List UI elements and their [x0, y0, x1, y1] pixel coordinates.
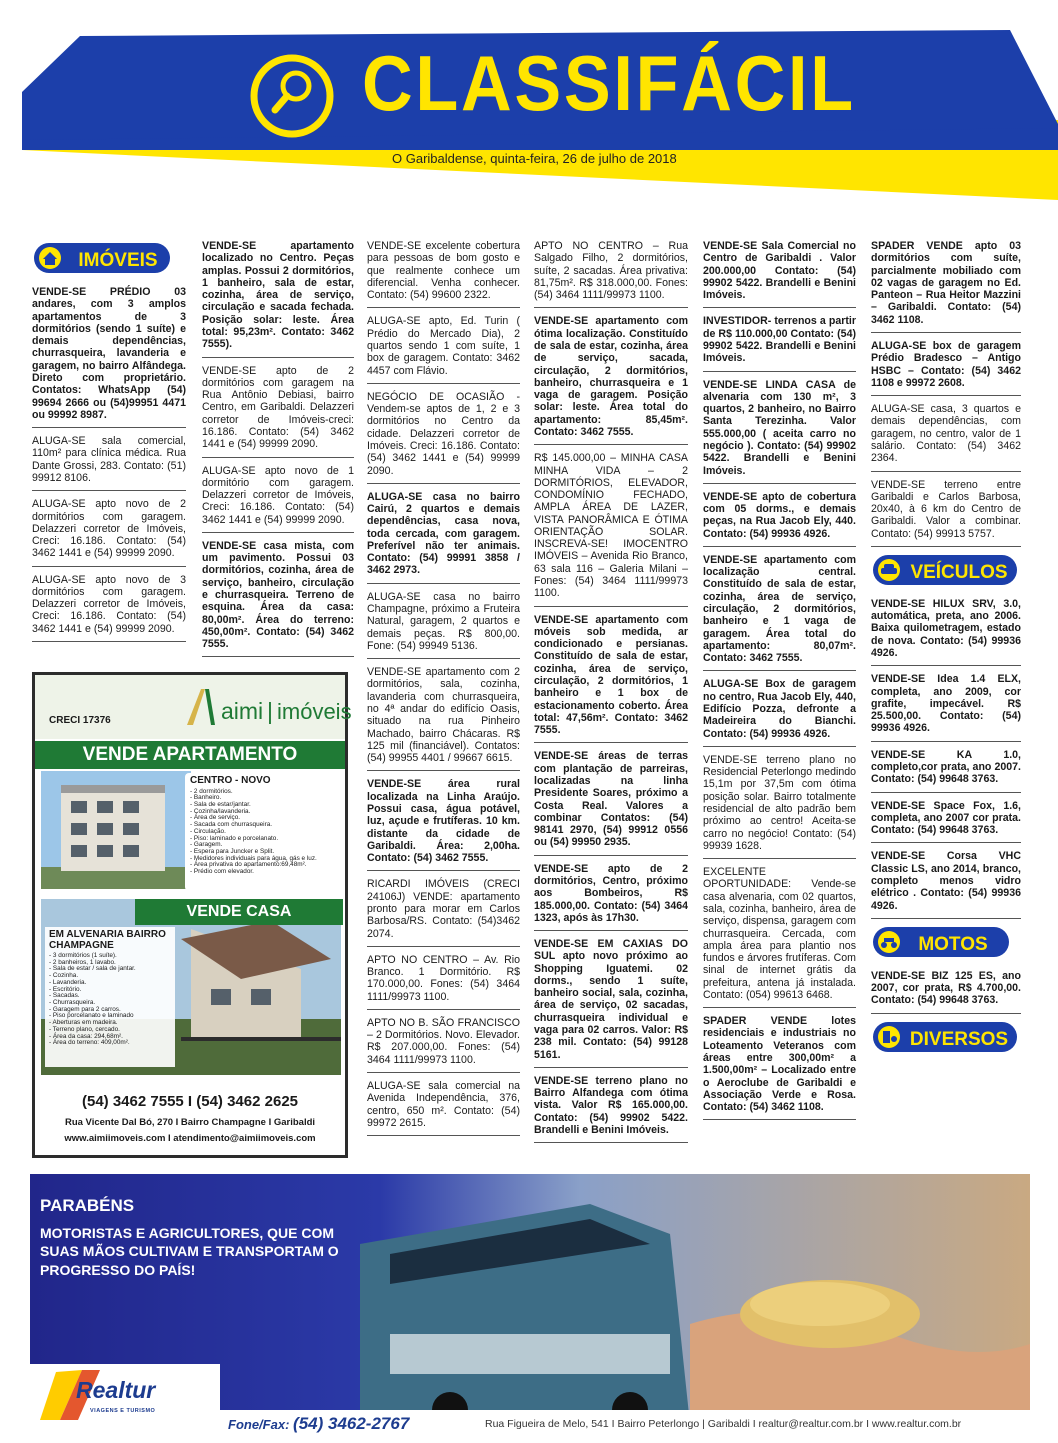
- vende-casa-title: VENDE CASA: [135, 899, 343, 925]
- column-4: [534, 238, 688, 1148]
- aimi-advert: [32, 672, 352, 1158]
- classified-ad: VENDE-SE EM CAXIAS DO SUL apto novo próximo ao Shopping Iguatemi. 02 dorms., sendo 1 suíte, banheiro social, sala, cozinha, área de serviço, 02 sacadas, churrasqueira individual e vaga para 02 carros. Valor: R$ 238 mil. Contato: (54) 99128 5161.: [534, 936, 688, 1068]
- feature-item: - Terreno plano, cercado.: [49, 1025, 120, 1033]
- classified-ad: VENDE-SE terreno entre Garibaldi e Carlos Barbosa, 20x40, à 6 km do Centro de Garibaldi. Valor a combinar. Contato: (54) 99913 5757.: [871, 477, 1021, 547]
- classified-ad: ALUGA-SE box de garagem Prédio Bradesco – Antigo HSBC – Contato: (54) 3462 1108 e 99972 2608.: [871, 338, 1021, 396]
- page-header: [0, 0, 1058, 200]
- vende-apartamento-title: VENDE APARTAMENTO: [35, 741, 345, 769]
- feature-item: - Área do terreno: 409,00m².: [49, 1039, 130, 1047]
- feature-item: - Circulação.: [190, 827, 226, 835]
- classified-ad: VENDE-SE terreno plano no Bairro Alfandega com ótima vista. Valor R$ 165.000,00. Contato: (54) 99902 5422. Brandelli e Benini Imóveis.: [534, 1073, 688, 1143]
- feature-item: - Prédio com elevador.: [190, 868, 254, 876]
- classified-ad: VENDE-SE BIZ 125 ES, ano 2007, cor prata, R$ 4.700,00. Contato: (54) 99648 3763.: [871, 968, 1021, 1014]
- feature-item: - Aberturas em madeira.: [49, 1019, 118, 1027]
- ad-list-veiculos: [871, 596, 1021, 919]
- classified-ad: VENDE-SE casa mista, com um pavimento. Possui 03 dormitórios, cozinha, área de serviço, banheiro, circulação e churrasqueira. Terreno de esquina. Área da casa: 80,00m². Área do terreno: 450,00m². Contato: (54) 3462 7555.: [202, 538, 354, 658]
- phone-label: Fone/Fax:: [228, 1417, 290, 1432]
- classified-ad: VENDE-SE área rural localizada na Linha Araújo. Possui casa, água potável, luz, açude e frutíferas. 10 km. distante da cidade de Garibaldi. Área: 2,00ha. Contato: (54) 3462 7555.: [367, 776, 520, 871]
- aimi-address: Rua Vicente Dal Bó, 270 I Bairro Champagne I Garibaldi: [64, 1117, 316, 1128]
- feature-item: - Sacadas.: [49, 992, 80, 1000]
- apartment-features: [190, 789, 336, 876]
- classified-ad: EXCELENTE OPORTUNIDADE: Vende-se casa alvenaria, com 02 quartos, sala, cozinha, banheiro, área de serviço, dispensa, garagem com churrasqueira. Cercada, com ampla área para plantio nos fundos e árvores frutíferas. Com sinal de internet grátis da prefeitura, antena já instalada. Contato: (054) 99613 6468.: [703, 864, 856, 1008]
- classified-ad: ALUGA-SE sala comercial, 110m² para clínica médica. Rua Dante Grossi, 283. Contato: (51) 99912 8106.: [32, 433, 186, 491]
- column-5: [703, 238, 856, 1125]
- feature-item: - Espera para Juncker e Split.: [190, 847, 275, 855]
- aimi-phones: (54) 3462 7555 I (54) 3462 2625: [82, 1093, 298, 1110]
- classified-ad: VENDE-SE KA 1.0, completo,cor prata, ano 2007. Contato: (54) 99648 3763.: [871, 747, 1021, 793]
- classified-ad: INVESTIDOR- terrenos a partir de R$ 110.000,00 Contato: (54) 99902 5422. Brandelli e Benini Imóveis.: [703, 313, 856, 371]
- realtur-contact: Rua Figueira de Melo, 541 I Bairro Peterlongo | Garibaldi I realtur@realtur.com.br I www.realtur.com.br: [485, 1418, 962, 1430]
- feature-item: - Área da casa: 294,68m².: [49, 1032, 123, 1040]
- apartment-photo: [41, 771, 191, 889]
- classified-ad: ALUGA-SE apto novo de 1 dormitório com garagem. Delazzeri corretor de Imóveis, Creci: 16.186. Contato: (54) 3462 1441 e (54) 99999 2090.: [202, 463, 354, 533]
- column-6: [871, 238, 1021, 1063]
- house-location: EM ALVENARIA BAIRRO CHAMPAGNE: [49, 929, 166, 951]
- ad-list-motos: [871, 968, 1021, 1014]
- classified-ad: VENDE-SE Idea 1.4 ELX, completa, ano 2009, cor grafite, impecável. R$ 25.500,00. Contato: (54) 99936 4926.: [871, 671, 1021, 741]
- column-1: [32, 238, 186, 647]
- apartment-details: [185, 773, 341, 891]
- ad-list-col3: [367, 238, 520, 1136]
- feature-item: - Área de serviço.: [190, 814, 241, 822]
- classified-ad: SPADER VENDE apto 03 dormitórios com suíte, parcialmente mobiliado com 02 vagas de garagem no Ed. Panteon – Rua Heitor Mazzini – Garibaldi. Contato: (54) 3462 1108.: [871, 238, 1021, 333]
- classified-ad: VENDE-SE Sala Comercial no Centro de Garibaldi . Valor 200.000,00 Contato: (54) 99902 5422. Brandelli e Benini Imóveis.: [703, 238, 856, 308]
- ad-list-col6: [871, 238, 1021, 547]
- svg-text:imóveis: imóveis: [277, 699, 352, 724]
- ad-list-col1: [32, 284, 186, 642]
- feature-item: - Cozinha.: [49, 972, 79, 980]
- aimi-logo: [175, 683, 352, 731]
- section-title-diversos: DIVERSOS: [909, 1028, 1009, 1050]
- apartment-location: CENTRO - NOVO: [190, 775, 271, 786]
- banner-background: [30, 1174, 1030, 1436]
- section-badge: [871, 925, 1011, 959]
- feature-item: - Escritório.: [49, 985, 82, 993]
- classified-ad: VENDE-SE apartamento localizado no Centro. Peças amplas. Possui 2 dormitórios, 1 banheiro, sala de estar, cozinha, área de serviço, circulação e sacada fechada. Posição solar: leste. Área total: 95,23m². Contato: 3462 7555).: [202, 238, 354, 358]
- classified-ad: VENDE-SE terreno plano no Residencial Peterlongo medindo 15,1m por 37,5m com ótima posição solar. Bairro totalmente residencial de alto padrão bem próximo ao centro! Aceita-se carro no negócio! Contato: (54) 99939 1628.: [703, 752, 856, 859]
- phone-number: (54) 3462-2767: [293, 1414, 410, 1433]
- classified-ad: VENDE-SE Space Fox, 1.6, completa, ano 2007 cor prata. Contato: (54) 99648 3763.: [871, 798, 1021, 844]
- classified-ad: ALUGA-SE apto novo de 3 dormitórios com garagem. Delazzeri corretor de Imóveis, Creci: 16.186. Contato: (54) 3462 1441 e (54) 99999 2090.: [32, 572, 186, 642]
- banner-headline: PARABÉNS: [40, 1196, 135, 1215]
- house-icon: [39, 247, 61, 269]
- classified-ad: VENDE-SE LINDA CASA de alvenaria com 130 m², 3 quartos, 2 banheiro, no Bairro Santa Terezinha. Valor 555.000,00 ( aceita carro no negócio ). Contato: (54) 99902 5422. Brandelli e Benini Imóveis.: [703, 377, 856, 484]
- classified-ad: ALUGA-SE Box de garagem no centro, Rua Jacob Ely, 440, Edifício Pozza, defronte a Madeireira do Bianchi. Contato: (54) 99936 4926.: [703, 676, 856, 746]
- aimi-web: www.aimiimoveis.com I atendimento@aimiimoveis.com: [64, 1133, 316, 1144]
- column-2: [202, 238, 354, 662]
- section-title-motos: MOTOS: [918, 933, 988, 955]
- realtur-phone: [228, 1414, 409, 1434]
- classified-ad: NEGÓCIO DE OCASIÃO - Vendem-se aptos de 1, 2 e 3 dormitórios no Centro da cidade. Delazzeri corretor de Imóveis. Creci: 16.186. Contato: (54) 3462 1441 e (54) 99999 2090.: [367, 389, 520, 484]
- ad-list-col5: [703, 238, 856, 1120]
- feature-item: - Cozinha/lavanderia.: [190, 807, 251, 815]
- classified-ad: ALUGA-SE apto, Ed. Turin ( Prédio do Mercado Dia), 2 quartos sendo 1 com suíte, 1 box de garagem. Contato: 3462 4457 com Flávio.: [367, 313, 520, 383]
- feature-item: - Banheiro.: [190, 794, 222, 802]
- page-title: CLASSIFÁCIL: [362, 39, 856, 127]
- svg-text:|: |: [267, 698, 273, 724]
- feature-item: - 2 dormitórios.: [190, 787, 233, 795]
- classified-ad: ALUGA-SE casa no bairro Champagne, próximo a Fruteira Natural, garagem, 2 quartos e demais peças. R$ 800,00. Fone: (54) 99949 5136.: [367, 589, 520, 659]
- classified-ad: VENDE-SE PRÉDIO 03 andares, com 3 amplos apartamentos de 3 dormitórios (sendo 1 suíte) e demais dependências, churrasqueira, lavanderia e garagem, no bairro Alfândega. Direto com proprietário. Contatos: WhatsApp (54) 99694 2666 ou (54)99951 4471 ou 99992 8987.: [32, 284, 186, 428]
- motorcycle-icon: [878, 931, 900, 953]
- classified-ad: VENDE-SE apartamento com 2 dormitórios, sala, cozinha, lavanderia com churrasqueira, no 4ª andar do edifício Oasis, situado na rua Pinheiro Machado, bairro Chácaras. R$ 125 mil (financiável). Contatos: (54) 99955 4401 / 99667 6615.: [367, 664, 520, 771]
- feature-item: - Sacada com churrasqueira.: [190, 821, 273, 829]
- feature-item: - Lavanderia.: [49, 978, 87, 986]
- classified-ad: ALUGA-SE apto novo de 2 dormitórios com garagem. Delazzeri corretor de Imóveis, Creci: 16.186. Contato: (54) 3462 1441 e (54) 99999 2090.: [32, 496, 186, 566]
- classified-ad: VENDE-SE excelente cobertura para pessoas de bom gosto e que realmente conhece um diferencial. Venha conhecer. Contato: (54) 99600 2322.: [367, 238, 520, 308]
- classified-ad: VENDE-SE apartamento com móveis sob medida, ar condicionado e persianas. Constituído de sala de estar, cozinha, área de serviço, circulação, 2 dormitórios, 1 banheiro e 1 box de estacionamento coberto. Área total: 47,56m². Contato: 3462 7555.: [534, 612, 688, 744]
- section-title-veiculos: VEÍCULOS: [910, 561, 1008, 583]
- realtur-advert: [30, 1174, 1030, 1436]
- ad-list-col2: [202, 238, 354, 657]
- classified-ad: RICARDI IMÓVEIS (CRECI 24106J) VENDE: apartamento pronto para morar em Carlos Barbosa/RS. Contato: (54)3462 2074.: [367, 876, 520, 946]
- classified-ad: ALUGA-SE casa no bairro Cairú, 2 quartos e demais dependências, casa nova, toda cercada, com garagem. Preferível não ter animais. Contato: (54) 99991 3858 / 3462 2973.: [367, 489, 520, 584]
- section-imoveis: [32, 240, 186, 276]
- classified-ad: ALUGA-SE sala comercial na Avenida Independência, 376, centro, 650 m². Contato: (54) 99972 2615.: [367, 1078, 520, 1136]
- classified-ad: APTO NO CENTRO – Av. Rio Branco. 1 Dormitório. R$ 170.000,00. Fones: (54) 3464 1111/99973 1100.: [367, 952, 520, 1010]
- classified-ad: APTO NO B. SÃO FRANCISCO – 2 Dormitórios. Novo. Elevador. R$ 207.000,00. Fones: (54) 3464 1111/99973 1100.: [367, 1015, 520, 1073]
- classified-ad: VENDE-SE Corsa VHC Classic LS, ano 2014, branco, completo menos vidro elétrico . Contato: (54) 99936 4926.: [871, 848, 1021, 918]
- classified-ad: VENDE-SE apto de 2 dormitórios, Centro, próximo aos Bombeiros, R$ 185.000,00. Contato: (54) 3464 1323, após às 17h30.: [534, 861, 688, 931]
- feature-item: - Churrasqueira.: [49, 999, 96, 1007]
- section-badge: [32, 241, 172, 275]
- house-features: [49, 953, 171, 1047]
- misc-items-icon: [878, 1026, 900, 1048]
- classified-ad: VENDE-SE apartamento com localização central. Constituído de sala de estar, cozinha, área de serviço, circulação, 2 dormitórios, banheiro e 1 vaga de garagem. Área total do apartamento: 80,07m². Contato: 3462 7555.: [703, 552, 856, 672]
- classified-ad: ALUGA-SE casa, 3 quartos e demais dependências, com garagem, no centro, valor de 1 salário. Contato: (54) 3462 2364.: [871, 401, 1021, 471]
- car-icon: [878, 559, 900, 581]
- feature-item: - Garagem.: [190, 841, 223, 849]
- classified-ad: VENDE-SE HILUX SRV, 3.0, automática, preta, ano 2006. Baixa quilometragem, estado de nova. Contato: (54) 99936 4926.: [871, 596, 1021, 666]
- feature-item: - 2 banheiros, 1 lavabo.: [49, 958, 116, 966]
- section-badge: [871, 1020, 1019, 1054]
- classified-ad: VENDE-SE apto de 2 dormitórios com garagem na Rua Antônio Debiasi, bairro Centro, em Garibaldi. Delazzeri corretor de Imóveis-creci: 16.186. Contato: (54) 3462 1441 e (54) 99999 2090.: [202, 363, 354, 458]
- feature-item: - Piso: laminado e porcelanato.: [190, 834, 279, 842]
- ad-list-col4: [534, 238, 688, 1143]
- section-veiculos: [871, 552, 1021, 588]
- section-diversos: [871, 1019, 1021, 1055]
- feature-item: - Piso porcelanato e laminado: [49, 1012, 134, 1020]
- section-badge: [871, 553, 1019, 587]
- classified-ad: VENDE-SE áreas de terras com plantação de parreiras, localizadas na linha Presidente Soares, próximo a Costa Real. Valores a combinar Contatos: (54) 98141 2970, (54) 99912 0556 ou (54) 99950 2935.: [534, 748, 688, 855]
- column-3: [367, 238, 520, 1141]
- issue-date: O Garibaldense, quinta-feira, 26 de julho de 2018: [392, 151, 677, 166]
- svg-text:aimi: aimi: [221, 698, 264, 724]
- bus-image: [360, 1204, 690, 1428]
- feature-item: - Medidores individuais para água, gás e luz.: [190, 854, 317, 862]
- realtur-tagline: VIAGENS E TURISMO: [90, 1408, 156, 1414]
- feature-item: - 3 dormitórios (1 suíte).: [49, 952, 117, 959]
- house-details: [45, 927, 175, 1067]
- feature-item: - Área privativa do apartamento:69,48m².: [190, 861, 307, 869]
- realtur-brand: Realtur: [76, 1377, 156, 1403]
- feature-item: - Garagem para 2 carros.: [49, 1005, 121, 1013]
- classified-ad: VENDE-SE apto de cobertura com 05 dorms., e demais peças, na Rua Jacob Ely, 440. Contato: (54) 99936 4926.: [703, 489, 856, 547]
- section-motos: [871, 924, 1021, 960]
- classified-ad: R$ 145.000,00 – MINHA CASA MINHA VIDA – 2 DORMITÓRIOS, ELEVADOR, CONDOMÍNIO FECHADO, AMPLA ÁREA DE LAZER, VISTA PANORÂMICA E ÓTIMA ORIENTAÇÃO SOLAR. INSCREVA-SE! IMOCENTRO IMÓVEIS – Avenida Rio Branco, 63 sala 116 – Galeria Milani – Fones: (54) 3464 1111/99973 1100.: [534, 450, 688, 606]
- feature-item: - Sala de estar / sala de jantar.: [49, 965, 136, 973]
- classified-ad: VENDE-SE apartamento com ótima localização. Constituído de sala de estar, cozinha, área de serviço, sacada, circulação, 2 dormitórios, banheiro, churrasqueira e 1 vaga de garagem. Posição solar: leste. Área total do apartamento: 85,45m². Contato: 3462 7555.: [534, 313, 688, 445]
- feature-item: - Sala de estar/jantar.: [190, 800, 251, 808]
- creci-number: CRECI 17376: [49, 715, 111, 726]
- banner-message: MOTORISTAS E AGRICULTORES, QUE COM SUAS MÃOS CULTIVAM E TRANSPORTAM O PROGRESSO DO PAÍS!: [40, 1225, 339, 1278]
- classified-ad: SPADER VENDE lotes residenciais e industriais no Loteamento Veteranos com áreas entre 300,00m² a 1.500,00m² – Localizado entre o Aeroclube de Garibaldi e Associação Verde e Rosa. Contato: (54) 3462 1108.: [703, 1013, 856, 1120]
- classified-ad: APTO NO CENTRO – Rua Salgado Filho, 2 dormitórios, suíte, 2 sacadas. Área privativa: 81,75m². R$ 318.000,00. Fones: (54) 3464 1111/99973 1100.: [534, 238, 688, 308]
- section-title-imoveis: IMÓVEIS: [78, 250, 158, 271]
